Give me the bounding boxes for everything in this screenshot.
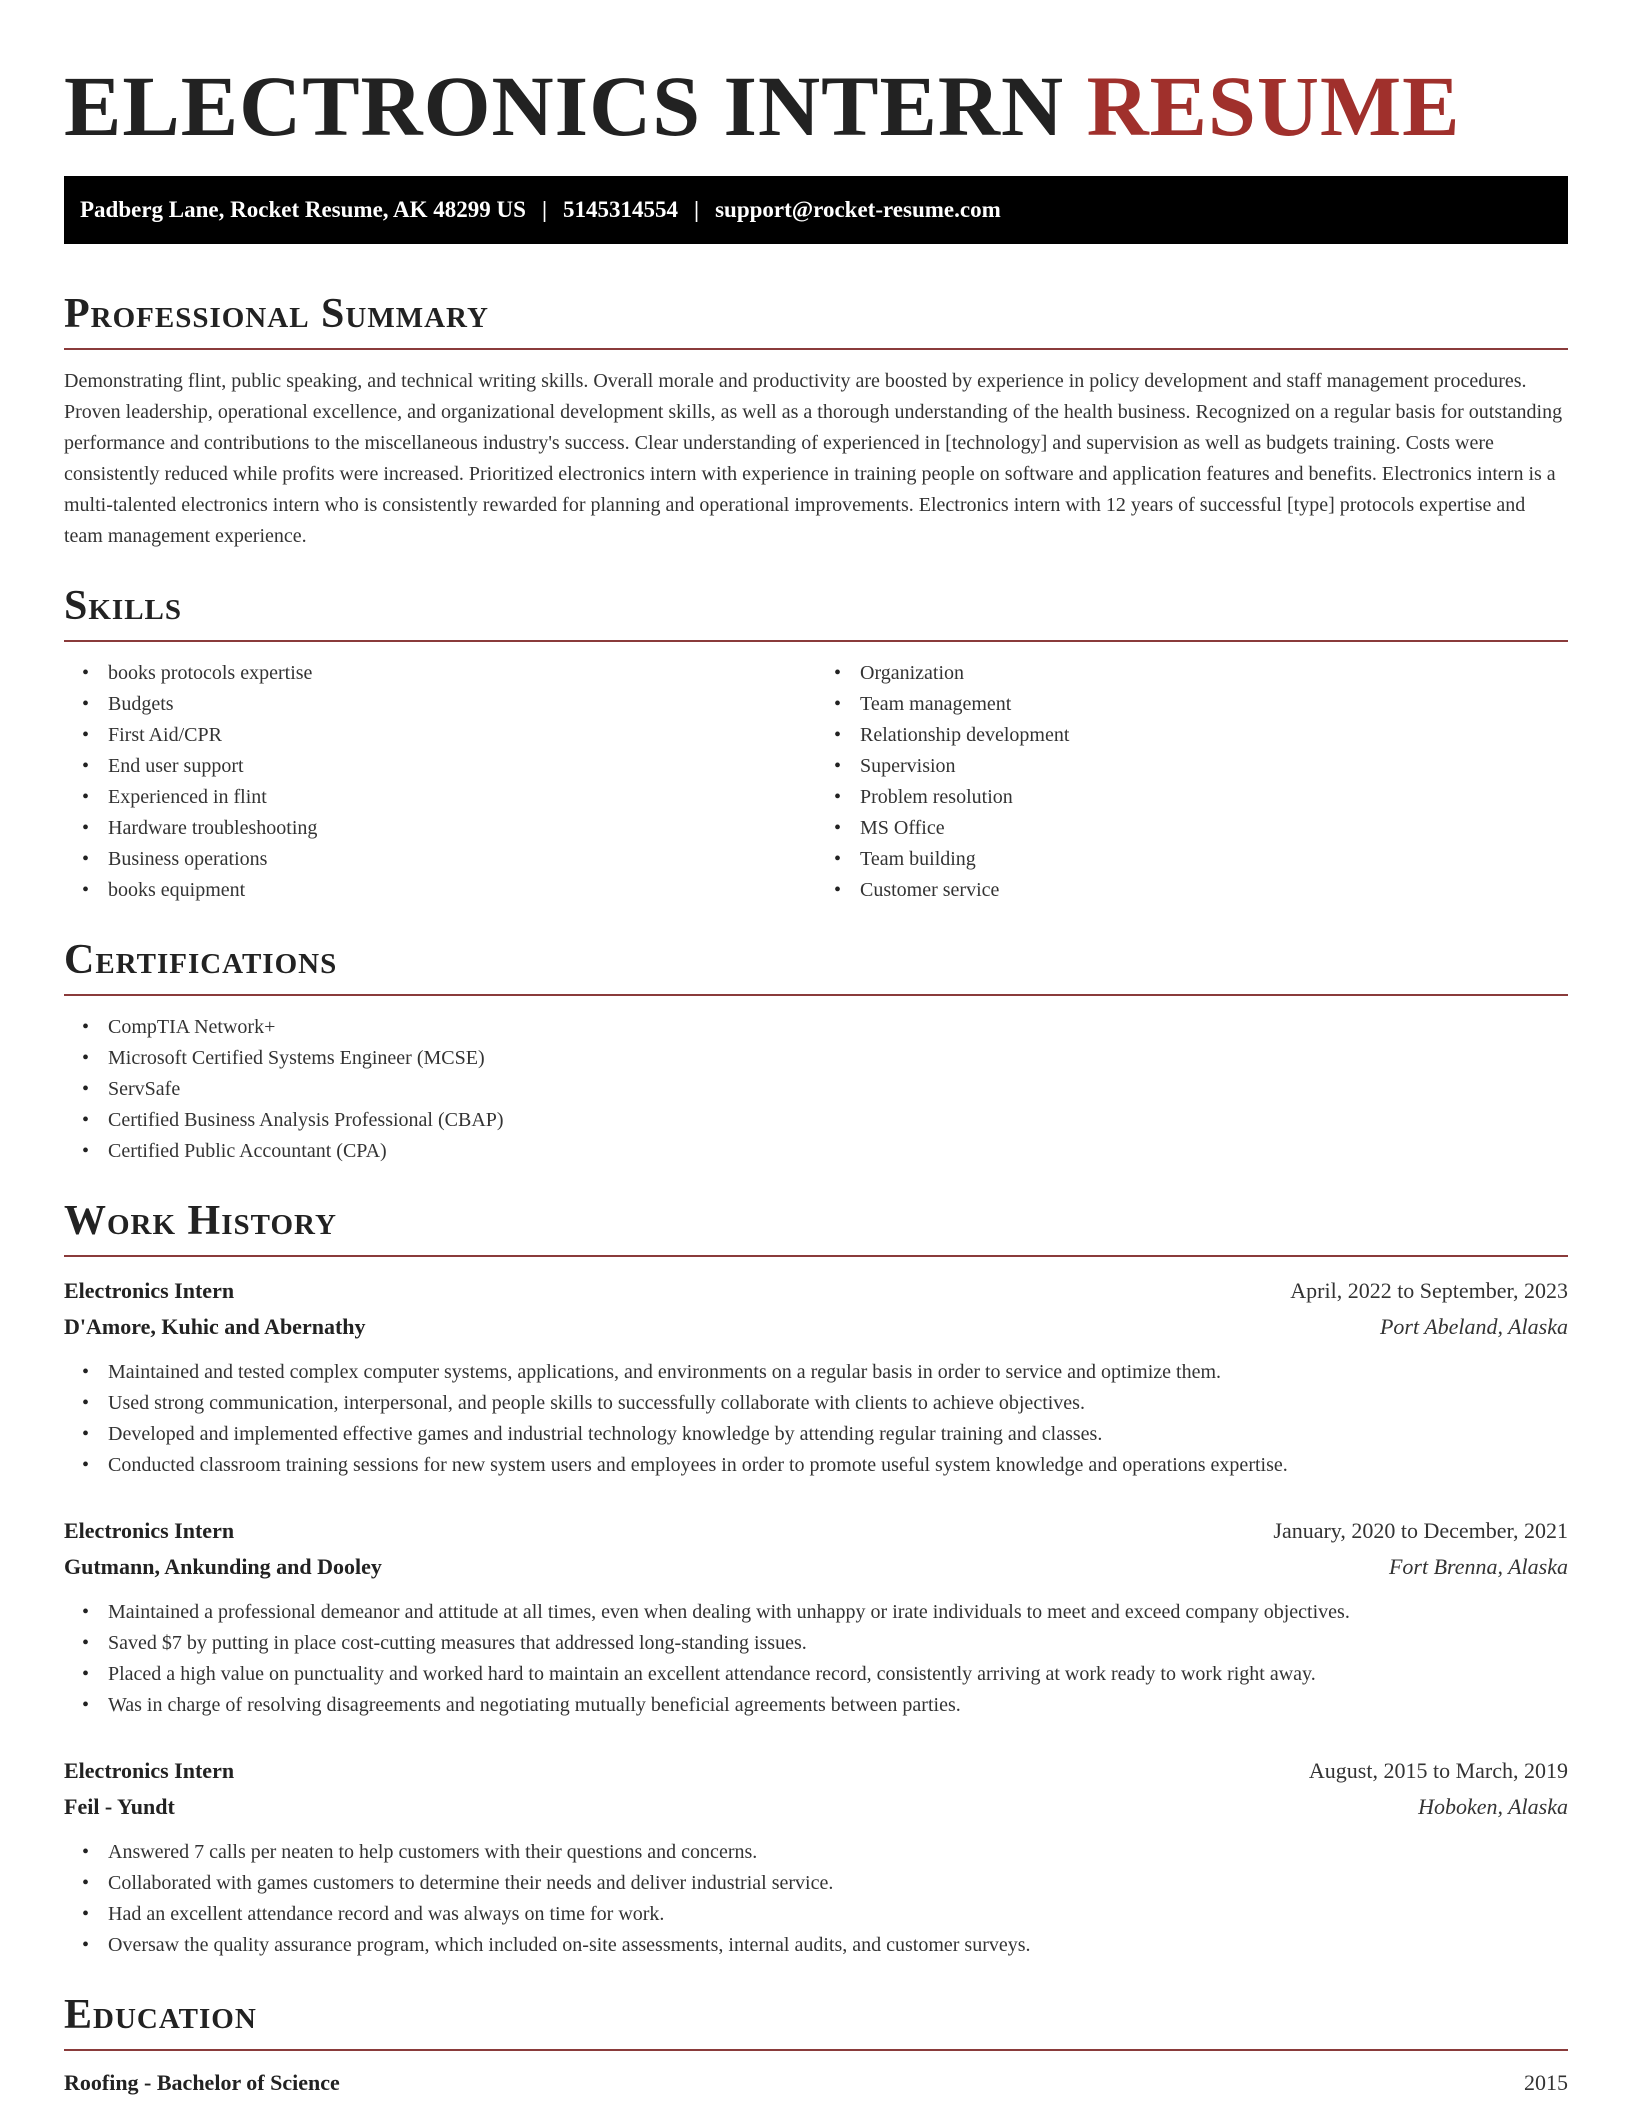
skill-item: • books equipment: [108, 875, 816, 906]
job-entry: [64, 1273, 1568, 1481]
job-title: Electronics Intern: [64, 1518, 235, 1543]
contact-phone: 5145314554: [563, 197, 679, 222]
certifications-list: [64, 1012, 1568, 1167]
job-location: Fort Brenna, Alaska: [1388, 1554, 1568, 1579]
skill-item: • Budgets: [108, 689, 816, 720]
skills-section: [64, 580, 1568, 906]
job-subheader: [64, 1549, 1568, 1585]
job-duty: • Used strong communication, interpersonal, and people skills to successfully collaborate with clients to achieve objectives.: [108, 1388, 1568, 1419]
job-duties: [64, 1357, 1568, 1481]
job-duties: [64, 1597, 1568, 1721]
job-subheader: [64, 1309, 1568, 1345]
job-title: Electronics Intern: [64, 1758, 235, 1783]
skill-item: • Team management: [860, 689, 1568, 720]
resume-title: [64, 0, 1568, 176]
skills-heading: Skills: [64, 583, 183, 629]
skills-grid: [64, 642, 1568, 906]
job-duty: • Maintained a professional demeanor and attitude at all times, even when dealing with unhappy or irate individuals to meet and exceed company objectives.: [108, 1597, 1568, 1628]
summary-text: Demonstrating flint, public speaking, and technical writing skills. Overall morale and productivity are boosted by experience in policy development and staff management procedures. Proven leadership, operational excellence, and organizational development skills, as well as a thorough understanding of the health business. Recognized on a regular basis for outstanding performance and contributions to the miscellaneous industry's success. Clear understanding of experienced in [technology] and supervision as well as budgets training. Costs were consistently reduced while profits were increased. Prioritized electronics intern with experience in training people on software and application features and benefits. Electronics intern is a multi-talented electronics intern who is consistently rewarded for planning and operational improvements. Electronics intern with 12 years of successful [type] protocols expertise and team management experience.: [64, 370, 1563, 547]
skill-item: • First Aid/CPR: [108, 720, 816, 751]
skill-item: • Experienced in flint: [108, 782, 816, 813]
skill-item: • MS Office: [860, 813, 1568, 844]
education-degree: Roofing - Bachelor of Science: [64, 2070, 340, 2095]
job-location: Port Abeland, Alaska: [1379, 1314, 1568, 1339]
job-location: Hoboken, Alaska: [1418, 1794, 1568, 1819]
job-duty: • Had an excellent attendance record and was always on time for work.: [108, 1899, 1568, 1930]
summary-heading: Professional Summary: [64, 291, 489, 337]
job-entry: [64, 1513, 1568, 1721]
work-history-heading: Work History: [64, 1198, 337, 1244]
skills-list-right: [816, 658, 1568, 906]
skills-list-left: [64, 658, 816, 906]
skill-item: • Relationship development: [860, 720, 1568, 751]
job-duty: • Placed a high value on punctuality and worked hard to maintain an excellent attendance record, consistently arriving at work ready to work right away.: [108, 1659, 1568, 1690]
education-section: [64, 1989, 1568, 2101]
contact-email: support@rocket-resume.com: [715, 197, 1001, 222]
contact-separator: |: [694, 197, 700, 222]
section-divider: [64, 348, 1568, 350]
job-company: Gutmann, Ankunding and Dooley: [64, 1554, 382, 1579]
education-heading: Education: [64, 1992, 257, 2038]
education-year: 2015: [1524, 2070, 1568, 2095]
job-header: [64, 1513, 1568, 1549]
skill-item: • Supervision: [860, 751, 1568, 782]
job-company: D'Amore, Kuhic and Abernathy: [64, 1314, 366, 1339]
skill-item: • Customer service: [860, 875, 1568, 906]
job-duty: • Answered 7 calls per neaten to help customers with their questions and concerns.: [108, 1837, 1568, 1868]
job-duty: • Saved $7 by putting in place cost-cutting measures that addressed long-standing issues.: [108, 1628, 1568, 1659]
section-divider: [64, 2049, 1568, 2051]
job-duty: • Maintained and tested complex computer systems, applications, and environments on a regular basis in order to service and optimize them.: [108, 1357, 1568, 1388]
section-divider: [64, 994, 1568, 996]
contact-separator: |: [541, 197, 548, 222]
job-duty: • Conducted classroom training sessions for new system users and employees in order to promote useful system knowledge and operations expertise.: [108, 1450, 1568, 1481]
certification-item: • Microsoft Certified Systems Engineer (MCSE): [108, 1043, 1568, 1074]
skill-item: • books protocols expertise: [108, 658, 816, 689]
certification-item: • CompTIA Network+: [108, 1012, 1568, 1043]
certification-item: • ServSafe: [108, 1074, 1568, 1105]
certifications-section: [64, 934, 1568, 1167]
job-duties: [64, 1837, 1568, 1961]
job-dates: August, 2015 to March, 2019: [1308, 1758, 1568, 1783]
skill-item: • Business operations: [108, 844, 816, 875]
section-divider: [64, 1255, 1568, 1257]
skill-item: • Organization: [860, 658, 1568, 689]
job-title: Electronics Intern: [64, 1278, 235, 1303]
skill-item: • Hardware troubleshooting: [108, 813, 816, 844]
skill-item: • Team building: [860, 844, 1568, 875]
job-duty: • Developed and implemented effective games and industrial technology knowledge by attending regular training and classes.: [108, 1419, 1568, 1450]
job-entry: [64, 1753, 1568, 1961]
education-entry: [64, 2065, 1568, 2101]
job-subheader: [64, 1789, 1568, 1825]
work-history-section: [64, 1195, 1568, 1961]
certifications-heading: Certifications: [64, 937, 338, 983]
job-company: Feil - Yundt: [64, 1794, 175, 1819]
contact-address: Padberg Lane, Rocket Resume, AK 48299 US: [80, 197, 526, 222]
job-dates: January, 2020 to December, 2021: [1273, 1518, 1568, 1543]
job-duty: • Oversaw the quality assurance program, which included on-site assessments, internal audits, and customer surveys.: [108, 1930, 1568, 1961]
certification-item: • Certified Business Analysis Professional (CBAP): [108, 1105, 1568, 1136]
job-duty: • Collaborated with games customers to determine their needs and deliver industrial service.: [108, 1868, 1568, 1899]
job-header: [64, 1273, 1568, 1309]
contact-bar: [64, 176, 1568, 244]
summary-section: [64, 288, 1568, 552]
skill-item: • Problem resolution: [860, 782, 1568, 813]
job-duty: • Was in charge of resolving disagreements and negotiating mutually beneficial agreements between parties.: [108, 1690, 1568, 1721]
skill-item: • End user support: [108, 751, 816, 782]
job-header: [64, 1753, 1568, 1789]
job-dates: April, 2022 to September, 2023: [1290, 1278, 1568, 1303]
title-accent: RESUME: [1086, 58, 1461, 154]
certification-item: • Certified Public Accountant (CPA): [108, 1136, 1568, 1167]
title-main: ELECTRONICS INTERN: [64, 58, 1065, 154]
